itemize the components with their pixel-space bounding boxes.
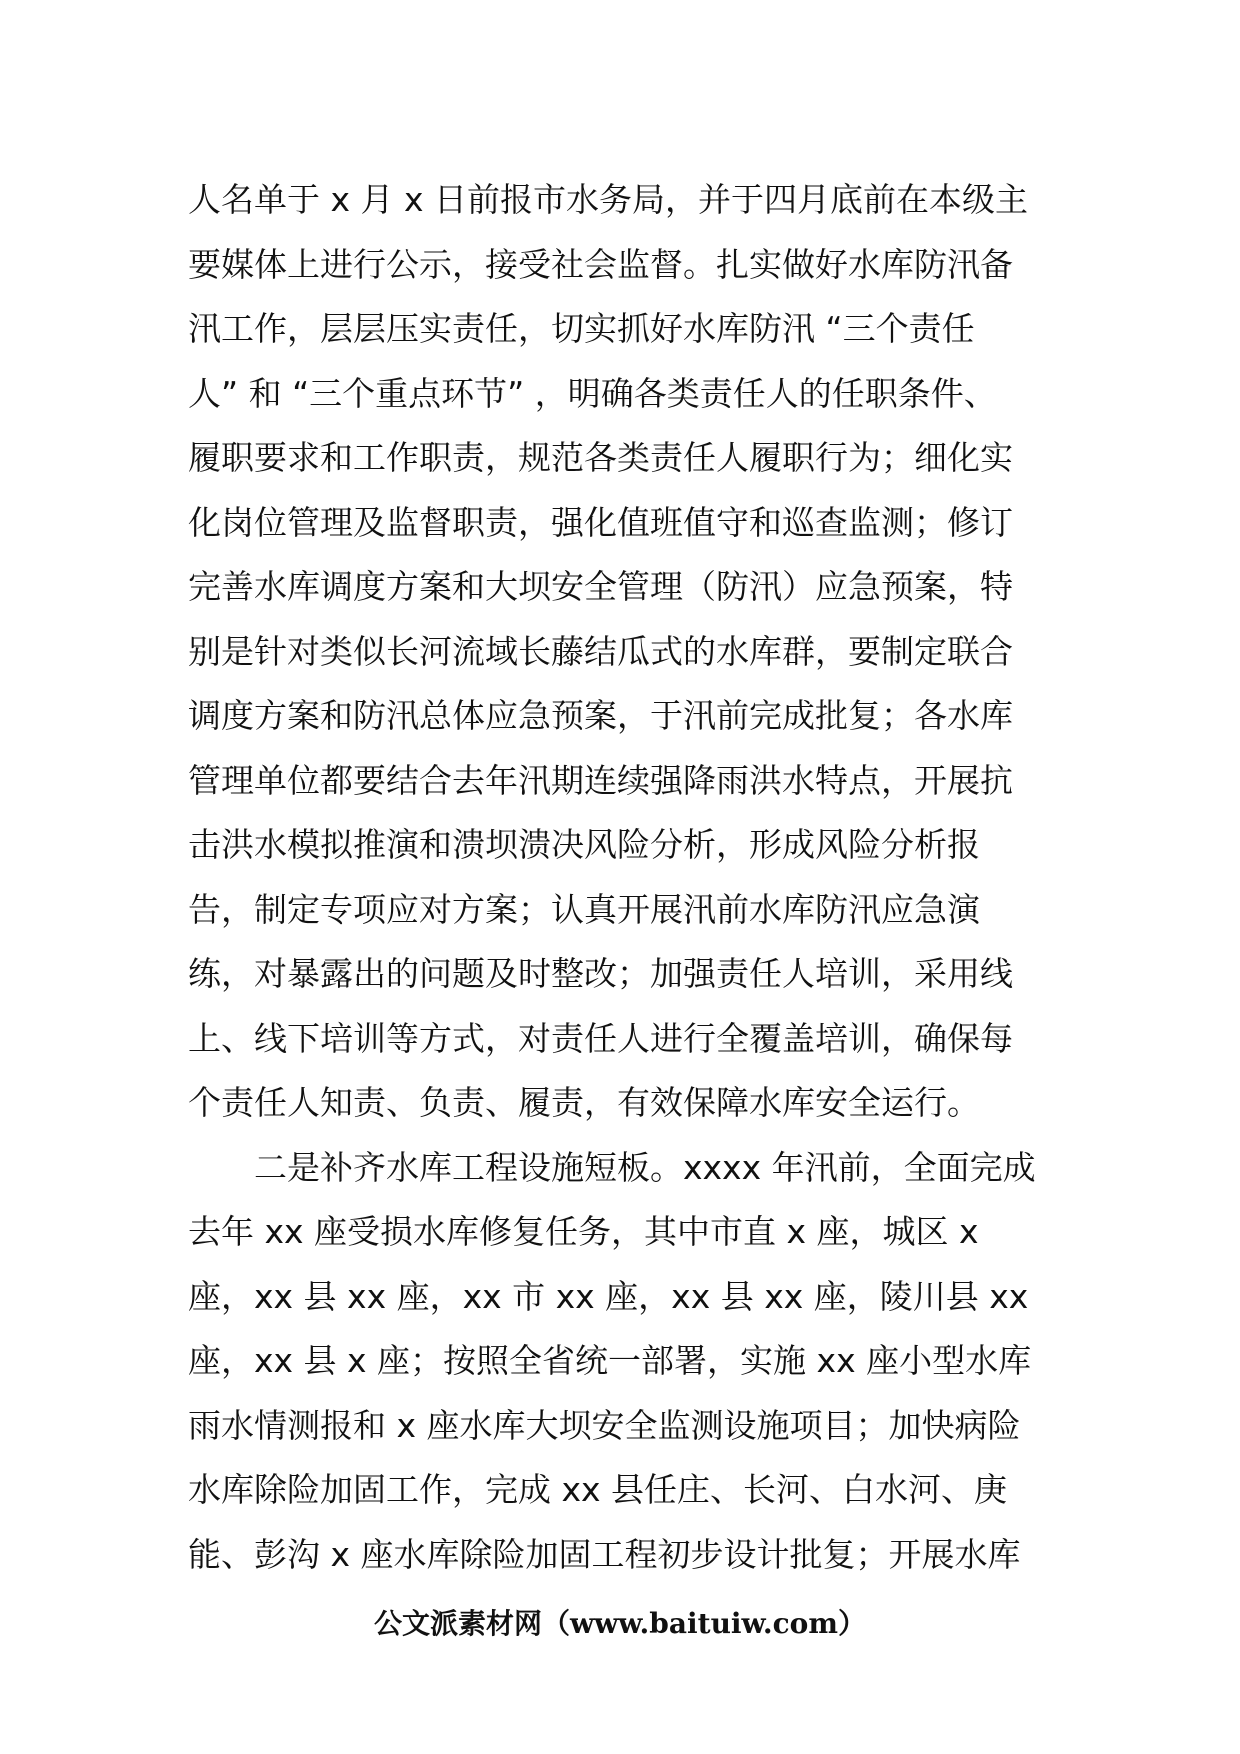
text-line: 调度方案和防汛总体应急预案，于汛前完成批复；各水库 xyxy=(188,696,1013,735)
text-line: 座，xx 县 x 座；按照全省统一部署，实施 xx 座小型水库 xyxy=(188,1341,1032,1380)
body-text xyxy=(188,168,1058,1587)
text-line: 水库除险加固工作，完成 xx 县任庄、长河、白水河、庚 xyxy=(188,1470,1008,1509)
text-line: 击洪水模拟推演和溃坝溃决风险分析，形成风险分析报 xyxy=(188,825,980,864)
text-line: 人” 和 “三个重点环节” ，明确各类责任人的任职条件、 xyxy=(188,373,997,413)
text-line: 上、线下培训等方式，对责任人进行全覆盖培训，确保每 xyxy=(188,1018,1013,1058)
text-line: 管理单位都要结合去年汛期连续强降雨洪水特点，开展抗 xyxy=(188,760,1013,800)
source-footer: 公文派素材网（www.baituiw.com） xyxy=(374,1607,866,1640)
text-line: 能、彭沟 x 座水库除险加固工程初步设计批复；开展水库 xyxy=(188,1534,1021,1574)
text-line: 别是针对类似长河流域长藤结瓜式的水库群，要制定联合 xyxy=(188,631,1013,671)
text-line: 要媒体上进行公示，接受社会监督。扎实做好水库防汛备 xyxy=(188,244,1013,284)
text-line: 完善水库调度方案和大坝安全管理（防汛）应急预案，特 xyxy=(188,567,1013,606)
text-line: 汛工作，层层压实责任，切实抓好水库防汛 “三个责任 xyxy=(188,309,975,348)
text-line: 去年 xx 座受损水库修复任务，其中市直 x 座，城区 x xyxy=(188,1212,979,1251)
text-line: 人名单于 x 月 x 日前报市水务局，并于四月底前在本级主 xyxy=(188,180,1029,219)
text-line: 履职要求和工作职责，规范各类责任人履职行为；细化实 xyxy=(188,438,1013,477)
text-line: 告，制定专项应对方案；认真开展汛前水库防汛应急演 xyxy=(188,889,980,929)
text-line: 练，对暴露出的问题及时整改；加强责任人培训，采用线 xyxy=(188,954,1013,993)
text-line: 化岗位管理及监督职责，强化值班值守和巡查监测；修订 xyxy=(188,502,1013,542)
paragraph-heading-line: 二是补齐水库工程设施短板。xxxx 年汛前，全面完成 xyxy=(254,1147,1036,1187)
text-line: 座，xx 县 xx 座，xx 市 xx 座，xx 县 xx 座，陵川县 xx xyxy=(188,1276,1029,1316)
text-line: 个责任人知责、负责、履责，有效保障水库安全运行。 xyxy=(188,1083,980,1122)
text-line: 雨水情测报和 x 座水库大坝安全监测设施项目；加快病险 xyxy=(188,1405,1021,1445)
